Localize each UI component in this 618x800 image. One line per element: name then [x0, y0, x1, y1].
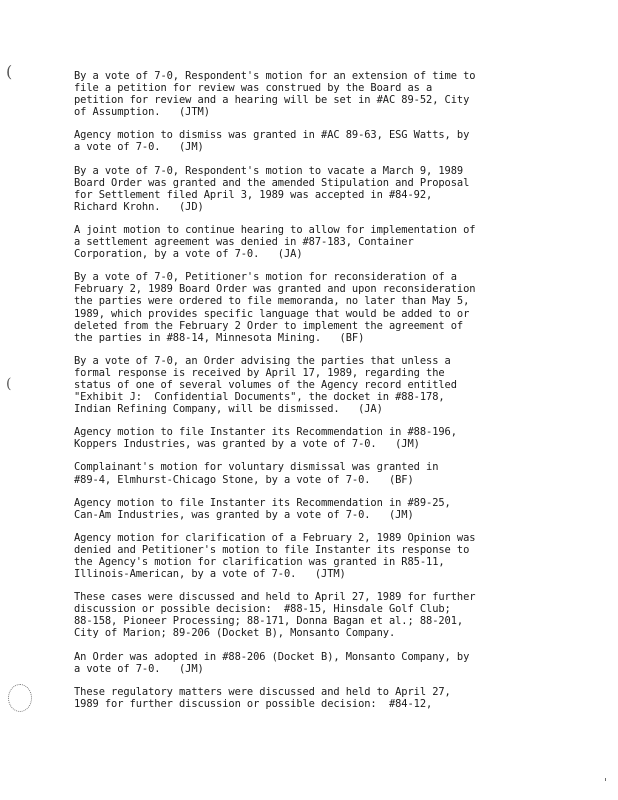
- text-line: Agency motion to file Instanter its Recommendation in #89-25,: [74, 496, 451, 509]
- text-line: These cases were discussed and held to April 27, 1989 for further: [74, 591, 476, 604]
- text-line: formal response is received by April 17, 1989, regarding the: [74, 366, 445, 379]
- paragraph-88-206: [74, 651, 574, 675]
- text-line: Can-Am Industries, was granted by a vote of 7-0. (JM): [74, 508, 414, 521]
- text-line: Indian Refining Company, will be dismissed. (JA): [74, 403, 383, 416]
- text-line: By a vote of 7-0, Respondent's motion for an extension of time to: [74, 70, 476, 82]
- text-line: denied and Petitioner's motion to file Instanter its response to: [74, 543, 470, 556]
- text-line: Illinois-American, by a vote of 7-0. (JTM): [74, 568, 346, 581]
- text-line: Agency motion for clarification of a February 2, 1989 Opinion was: [74, 531, 476, 544]
- text-line: Agency motion to file Instanter its Recommendation in #88-196,: [74, 426, 457, 439]
- paragraph-held-cases: [74, 591, 574, 639]
- text-line: a settlement agreement was denied in #87-183, Container: [74, 236, 414, 249]
- text-line: status of one of several volumes of the Agency record entitled: [74, 378, 457, 391]
- text-line: These regulatory matters were discussed and held to April 27,: [74, 685, 451, 698]
- scan-speck: ': [604, 776, 608, 789]
- paragraph-88-14: [74, 271, 574, 344]
- paragraph-89-4: [74, 461, 574, 485]
- text-line: Corporation, by a vote of 7-0. (JA): [74, 248, 303, 261]
- text-line: 1989, which provides specific language that would be added to or: [74, 307, 470, 320]
- text-line: a vote of 7-0. (JM): [74, 662, 204, 675]
- paragraph-89-25: [74, 497, 574, 521]
- text-line: City of Marion; 89-206 (Docket B), Monsanto Company.: [74, 627, 396, 640]
- text-line: file a petition for review was construed by the Board as a: [74, 82, 433, 95]
- paragraph-regulatory-matters: [74, 686, 574, 710]
- binder-hole-mark: [8, 684, 32, 712]
- text-line: Koppers Industries, was granted by a vote of 7-0. (JM): [74, 438, 420, 451]
- text-line: the parties were ordered to file memoranda, no later than May 5,: [74, 295, 470, 308]
- binder-hole-mark: (: [6, 62, 13, 81]
- text-line: A joint motion to continue hearing to allow for implementation of: [74, 223, 476, 236]
- text-line: 88-158, Pioneer Processing; 88-171, Donna Bagan et al.; 88-201,: [74, 615, 464, 628]
- text-line: the parties in #88-14, Minnesota Mining. (BF): [74, 331, 365, 344]
- text-line: a vote of 7-0. (JM): [74, 141, 204, 154]
- paragraph-r85-11: [74, 532, 574, 580]
- text-line: Agency motion to dismiss was granted in #AC 89-63, ESG Watts, by: [74, 129, 470, 142]
- text-line: February 2, 1989 Board Order was granted and upon reconsideration: [74, 283, 476, 296]
- minutes-body: [74, 70, 574, 721]
- binder-hole-mark: (: [6, 376, 12, 392]
- paragraph-87-183: [74, 224, 574, 260]
- text-line: Richard Krohn. (JD): [74, 200, 204, 213]
- text-line: Complainant's motion for voluntary dismissal was granted in: [74, 461, 439, 474]
- text-line: 1989 for further discussion or possible decision: #84-12,: [74, 697, 433, 710]
- text-line: By a vote of 7-0, Petitioner's motion for reconsideration of a: [74, 271, 457, 284]
- text-line: #89-4, Elmhurst-Chicago Stone, by a vote of 7-0. (BF): [74, 473, 414, 486]
- text-line: An Order was adopted in #88-206 (Docket B), Monsanto Company, by: [74, 650, 470, 663]
- paragraph-84-92: [74, 165, 574, 213]
- paragraph-88-196: [74, 426, 574, 450]
- text-line: the Agency's motion for clarification was granted in R85-11,: [74, 556, 445, 568]
- paragraph-ac-89-52: [74, 70, 574, 118]
- paragraph-ac-89-63: [74, 129, 574, 153]
- text-line: discussion or possible decision: #88-15, Hinsdale Golf Club;: [74, 603, 451, 616]
- text-line: petition for review and a hearing will be set in #AC 89-52, City: [74, 94, 470, 107]
- text-line: of Assumption. (JTM): [74, 106, 210, 119]
- text-line: By a vote of 7-0, an Order advising the parties that unless a: [74, 354, 451, 367]
- text-line: deleted from the February 2 Order to implement the agreement of: [74, 319, 464, 332]
- text-line: "Exhibit J: Confidential Documents", the docket in #88-178,: [74, 391, 445, 404]
- text-line: By a vote of 7-0, Respondent's motion to vacate a March 9, 1989: [74, 164, 464, 177]
- text-line: for Settlement filed April 3, 1989 was accepted in #84-92,: [74, 188, 433, 201]
- text-line: Board Order was granted and the amended Stipulation and Proposal: [74, 176, 470, 189]
- paragraph-88-178: [74, 355, 574, 415]
